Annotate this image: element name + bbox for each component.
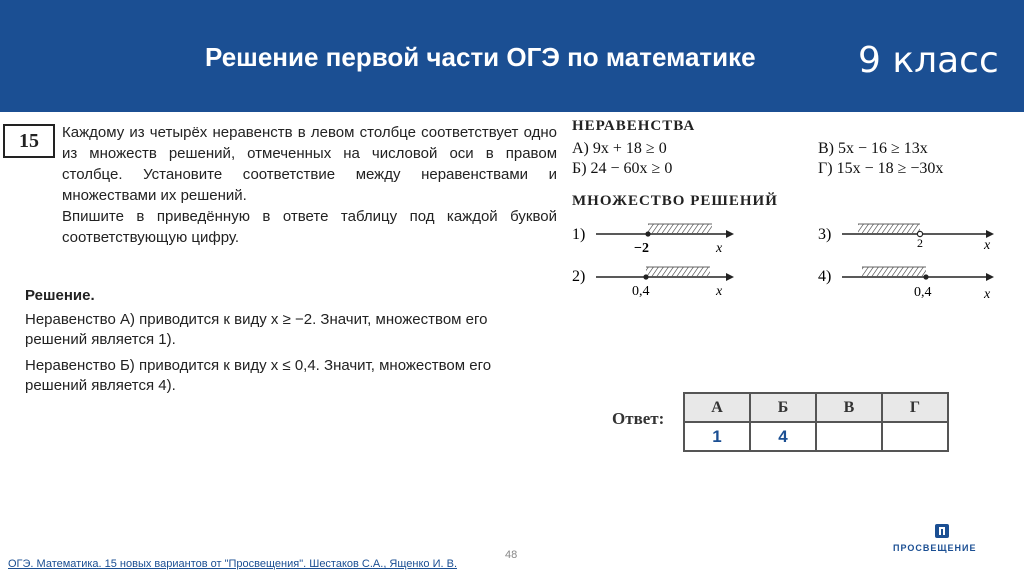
inequalities-heading: НЕРАВЕНСТВА — [572, 118, 696, 134]
answer-value-b[interactable]: 4 — [750, 422, 816, 451]
answer-label: Ответ: — [612, 409, 665, 428]
set-1-label: 1) — [572, 226, 586, 243]
number-line-2 — [596, 267, 734, 281]
set-1-point: −2 — [634, 241, 649, 256]
logo-text: ПРОСВЕЩЕНИЕ — [893, 543, 977, 553]
set-3-label: 3) — [818, 226, 832, 243]
answer-table — [683, 392, 949, 452]
answer-header-b: Б — [750, 393, 816, 422]
grade-label: 9 класс — [858, 40, 999, 81]
task-paragraph-1: Каждому из четырёх неравенств в левом столбце соответствует одно из множеств решений, отмеченных на числовой оси в правом столбце. Установите соответствие между неравенствами и множествами их решений. — [62, 124, 557, 204]
inequality-a: А) 9x + 18 ≥ 0 — [572, 140, 667, 157]
set-1-axis: x — [716, 241, 723, 256]
task-number: 15 — [3, 124, 55, 158]
set-3-point: 2 — [917, 236, 923, 250]
set-2-axis: x — [716, 284, 723, 299]
answer-value-a[interactable]: 1 — [684, 422, 750, 451]
inequality-b: Б) 24 − 60x ≥ 0 — [572, 160, 673, 177]
set-2-point: 0,4 — [632, 284, 650, 299]
answer-header-a: А — [684, 393, 750, 422]
answer-value-g[interactable] — [882, 422, 948, 451]
answer-value-v[interactable] — [816, 422, 882, 451]
solution-block — [25, 286, 535, 402]
page-title: Решение первой части ОГЭ по математике — [205, 42, 756, 72]
set-4-point: 0,4 — [914, 285, 932, 300]
set-3-axis: x — [984, 238, 991, 253]
number-line-1 — [596, 224, 734, 238]
set-2-label: 2) — [572, 268, 586, 285]
answer-header-v: В — [816, 393, 882, 422]
inequality-v: В) 5x − 16 ≥ 13x — [818, 140, 928, 157]
answer-header-g: Г — [882, 393, 948, 422]
set-4-axis: x — [984, 287, 991, 302]
solution-heading: Решение. — [25, 287, 95, 304]
solution-line-2: Неравенство Б) приводится к виду x ≤ 0,4. Значит, множеством его решений является 4). — [25, 357, 492, 394]
task-paragraph-2: Впишите в приведённую в ответе таблицу под каждой буквой соответствующую цифру. — [62, 208, 557, 246]
citation-link[interactable]: ОГЭ. Математика. 15 новых вариантов от "Просвещения". Шестаков С.А., Ященко И. В. — [8, 558, 458, 570]
solutions-heading: МНОЖЕСТВО РЕШЕНИЙ — [572, 193, 778, 209]
solution-line-1: Неравенство А) приводится к виду x ≥ −2. Значит, множеством его решений является 1). — [25, 311, 488, 348]
inequality-g: Г) 15x − 18 ≥ −30x — [818, 160, 944, 177]
page-number: 48 — [505, 549, 518, 561]
set-4-label: 4) — [818, 268, 832, 285]
number-line-4 — [842, 267, 994, 281]
